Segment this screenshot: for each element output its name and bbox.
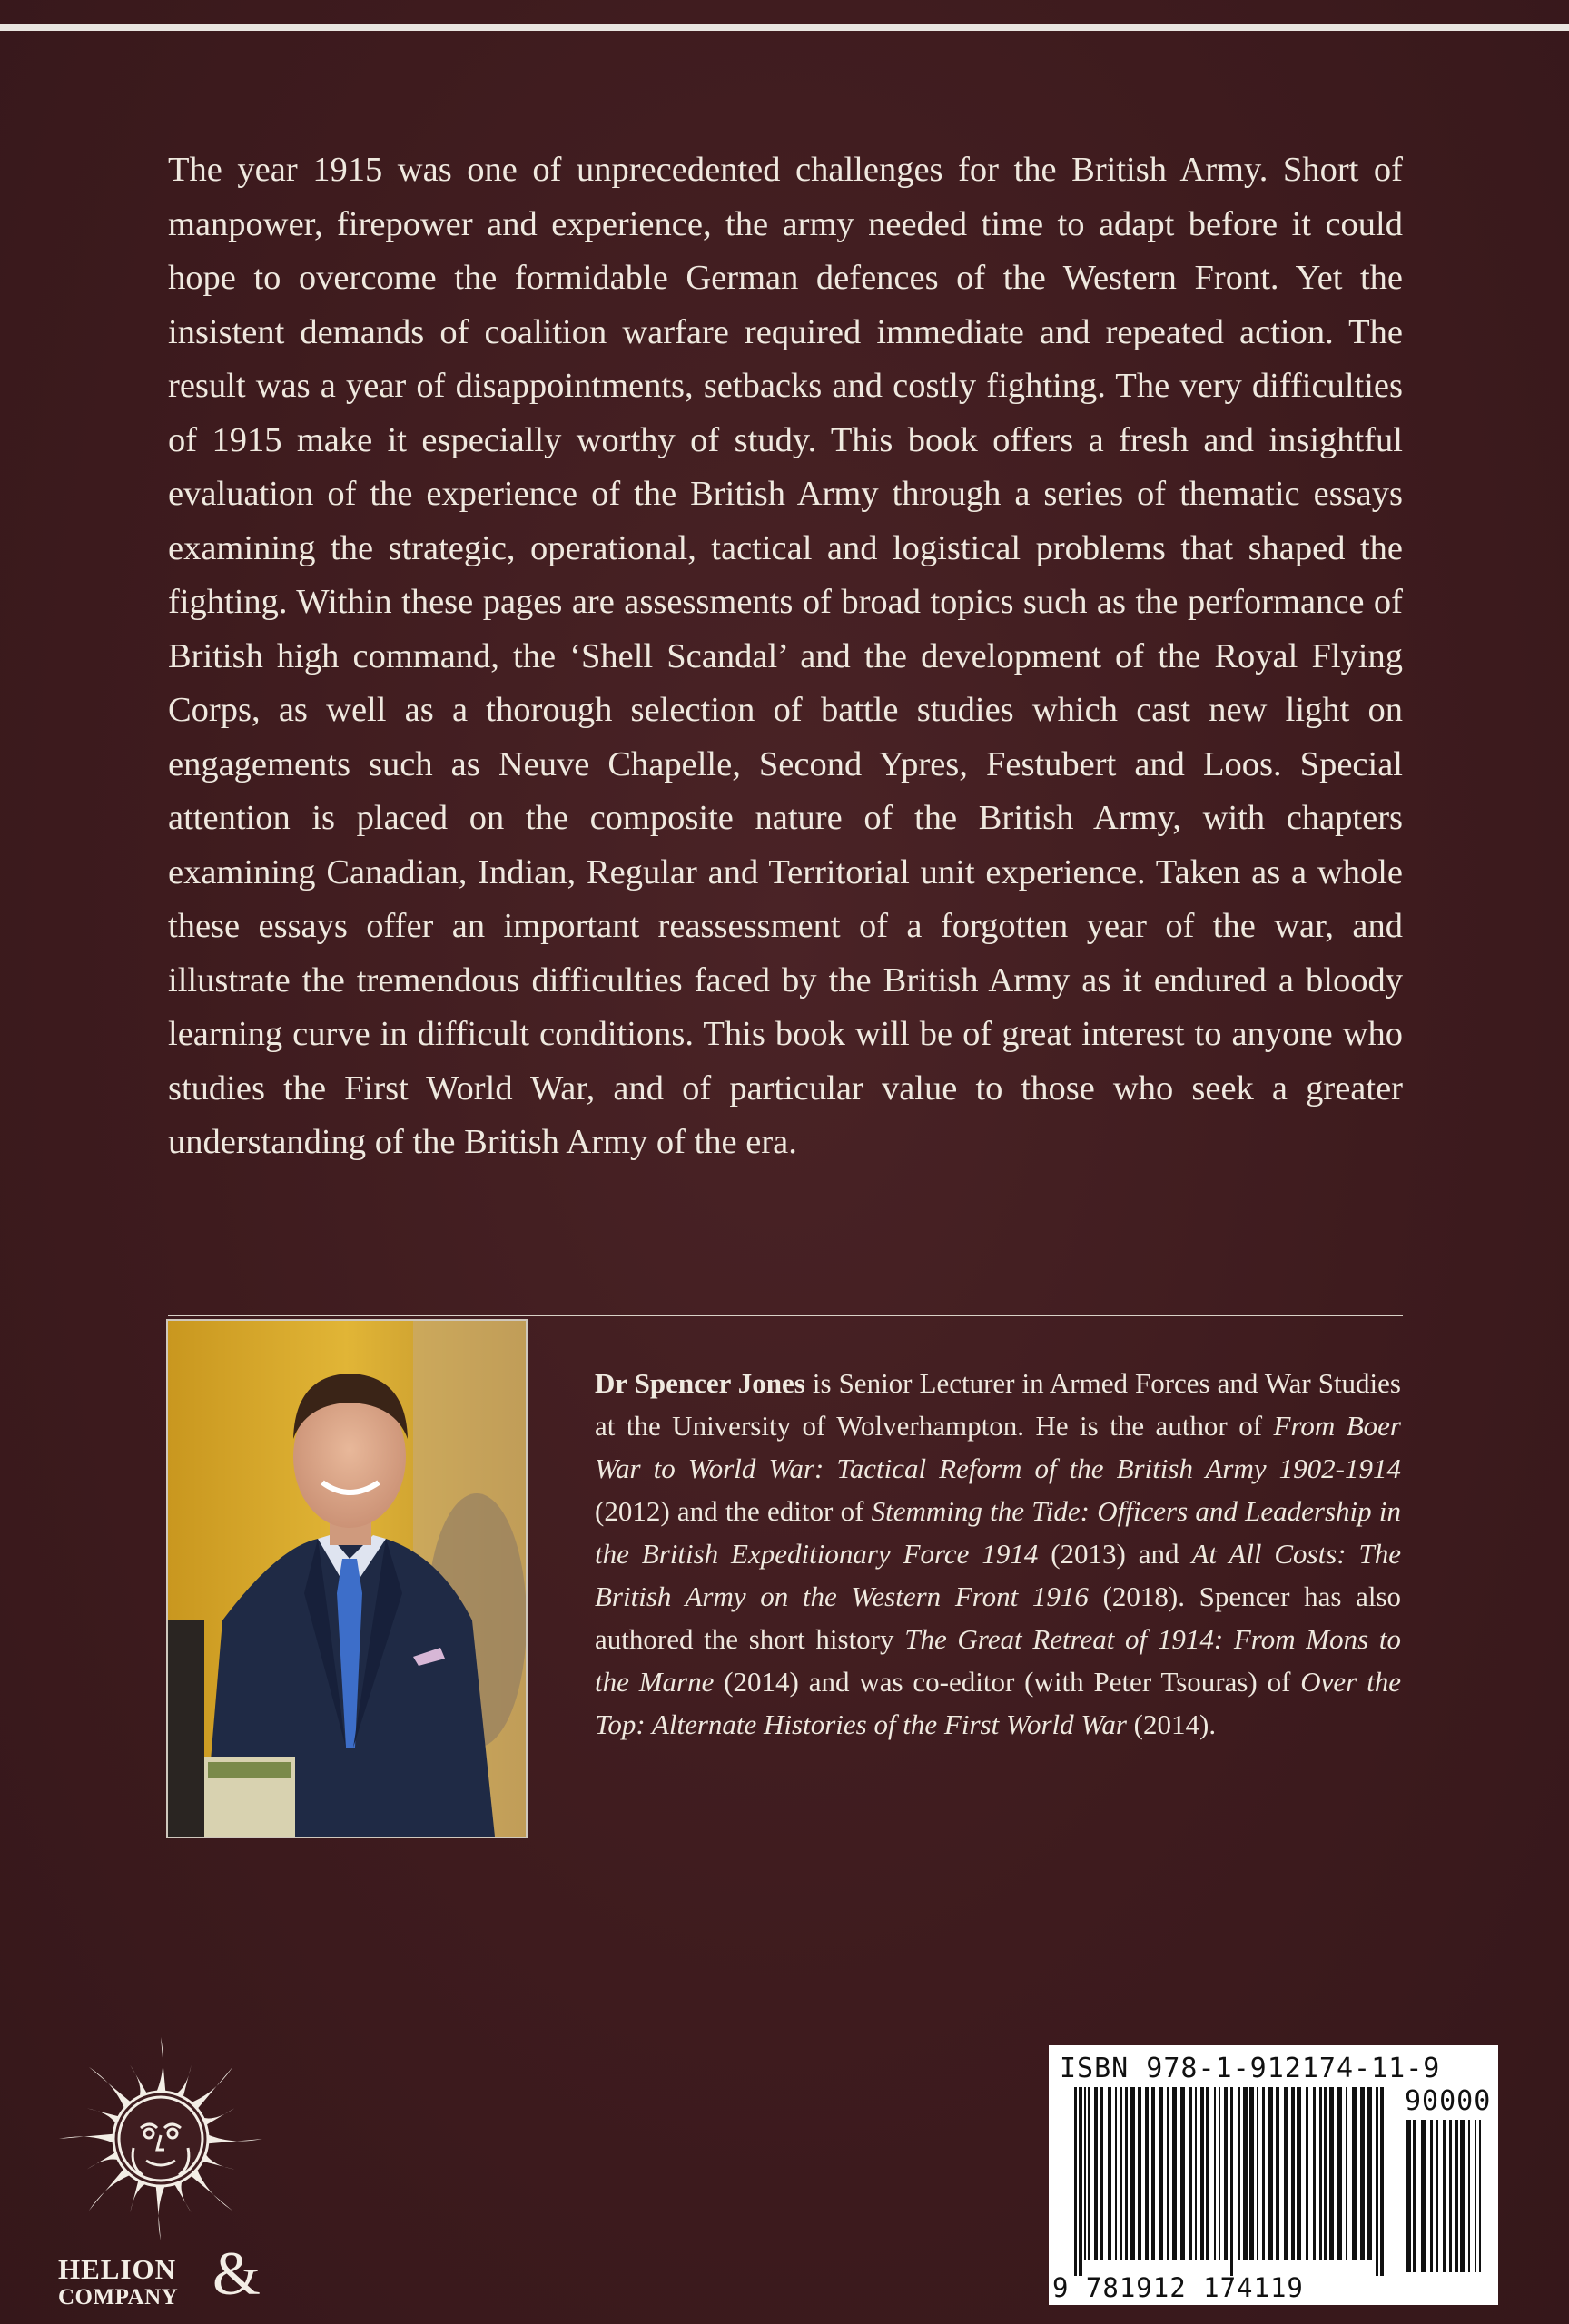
- book-title-4: The Great Retreat of 1914: From Mons to the Marne: [595, 1623, 1401, 1698]
- barcode-bar: [1167, 2087, 1169, 2260]
- barcode-bar: [1443, 2120, 1446, 2272]
- section-divider: [168, 1315, 1403, 1316]
- barcode-bar: [1449, 2120, 1452, 2272]
- author-photo: [166, 1319, 528, 1838]
- barcode-bar: [1324, 2087, 1327, 2260]
- barcode-bar: [1313, 2087, 1316, 2260]
- barcode-bar: [1074, 2087, 1077, 2276]
- barcode-bar: [1115, 2087, 1117, 2260]
- isbn-label: ISBN 978-1-912174-11-9: [1060, 2053, 1441, 2084]
- barcode-bar: [1249, 2087, 1254, 2260]
- barcode-bar: [1284, 2087, 1288, 2260]
- barcode-bar: [1360, 2087, 1365, 2260]
- price-code: 90000: [1405, 2085, 1492, 2117]
- barcode-bar: [1436, 2120, 1438, 2272]
- bio-text-3: (2013) and: [1038, 1538, 1192, 1570]
- barcode-bar: [1413, 2120, 1416, 2272]
- book-title-5: Over the Top: Alternate Histories of the First World War: [595, 1666, 1401, 1740]
- barcode-bar: [1189, 2087, 1192, 2260]
- barcode-bar: [1479, 2120, 1481, 2272]
- barcode-bar: [1421, 2120, 1426, 2272]
- publisher-name: [58, 2255, 178, 2309]
- barcode-bar: [1475, 2120, 1476, 2272]
- barcode-bar: [1159, 2087, 1163, 2260]
- barcode-bar: [1262, 2087, 1265, 2260]
- sun-ray: [59, 2134, 115, 2144]
- sun-ray: [89, 2067, 133, 2111]
- barcode-bar: [1306, 2087, 1308, 2260]
- bio-text-1: is Senior Lecturer in Armed Forces and War Studies at the University of Wolverhampton. He is the author of: [595, 1367, 1401, 1442]
- barcode-bar: [1319, 2087, 1322, 2260]
- publisher-line-2: COMPANY: [58, 2285, 179, 2309]
- author-name: Dr Spencer Jones: [595, 1367, 805, 1399]
- barcode-bar: [1468, 2120, 1470, 2272]
- barcode-bar: [1108, 2087, 1111, 2260]
- barcode-bar: [1138, 2087, 1141, 2260]
- sun-ray: [206, 2134, 262, 2144]
- bio-text-5: (2014) and was co-editor (with Peter Tsouras) of: [714, 1666, 1301, 1698]
- barcode-bar: [1430, 2120, 1433, 2272]
- barcode-bar: [1329, 2087, 1334, 2260]
- barcode-bar: [1276, 2087, 1279, 2260]
- barcode-bar: [1151, 2087, 1155, 2260]
- bio-text-6: (2014).: [1126, 1709, 1217, 1740]
- barcode-bar: [1337, 2087, 1342, 2260]
- barcode-bar: [1094, 2087, 1098, 2260]
- barcode-bar: [1243, 2087, 1248, 2260]
- barcode-bar: [1180, 2087, 1185, 2260]
- barcode-bar: [1238, 2087, 1240, 2260]
- ean-digits: 9 781912 174119: [1052, 2272, 1304, 2303]
- ean-barcode-bars: [1072, 2087, 1386, 2276]
- barcode-bar: [1214, 2087, 1216, 2260]
- barcode-bar: [1084, 2087, 1086, 2260]
- sun-ray: [156, 2037, 166, 2093]
- barcode-bar: [1291, 2087, 1295, 2260]
- publisher-ampersand: &: [212, 2239, 261, 2308]
- isbn-barcode: [1049, 2045, 1498, 2305]
- publisher-line-1: HELION: [58, 2253, 177, 2285]
- barcode-bar: [1460, 2120, 1465, 2272]
- barcode-bar: [1100, 2087, 1103, 2260]
- sun-ray: [189, 2067, 232, 2111]
- book-title-2: Stemming the Tide: Officers and Leadership in the British Expeditionary Force 1914: [595, 1495, 1401, 1570]
- book-title-1: From Boer War to World War: Tactical Reform of the British Army 1902-1914: [595, 1410, 1401, 1484]
- barcode-bar: [1297, 2087, 1301, 2260]
- barcode-bar: [1346, 2087, 1347, 2260]
- barcode-bar: [1224, 2087, 1228, 2260]
- barcode-bar: [1367, 2087, 1372, 2260]
- bio-text-4: (2018). Spencer has also authored the short history: [595, 1581, 1402, 1655]
- sun-ray: [156, 2184, 166, 2240]
- barcode-bar: [1376, 2087, 1378, 2276]
- sun-ray: [189, 2167, 232, 2211]
- addon-barcode-bars: [1405, 2120, 1488, 2274]
- barcode-bar: [1125, 2087, 1128, 2260]
- top-rule: [0, 24, 1569, 31]
- barcode-bar: [1455, 2120, 1458, 2272]
- author-portrait-image: [168, 1321, 526, 1837]
- bio-text-2: (2012) and the editor of: [595, 1495, 872, 1527]
- barcode-bar: [1079, 2087, 1082, 2276]
- barcode-bar: [1380, 2087, 1384, 2276]
- back-cover-blurb: The year 1915 was one of unprecedented challenges for the British Army. Short of manpower, firepower and experience, the army needed time to adapt before it could hope to overcome the formidable German defences of the Western Front. Yet the insistent demands of coalition warfare required immediate and repeated action. The result was a year of disappointments, setbacks and costly fighting. The very difficulties of 1915 make it especially worthy of study. This book offers a fresh and insightful evaluation of the experience of the British Army through a series of thematic essays examining the strategic, operational, tactical and logistical problems that shaped the fighting. Within these pages are assessments of broad topics such as the performance of British high command, the ‘Shell Scandal’ and the development of the Royal Flying Corps, as well as a thorough selection of battle studies which cast new light on engagements such as Neuve Chapelle, Second Ypres, Festubert and Loos. Special attention is placed on the composite nature of the British Army, with chapters examining Canadian, Indian, Regular and Territorial unit experience. Taken as a whole these essays offer an important reassessment of a forgotten year of the war, and illustrate the tremendous difficulties faced by the British Army as it endured a bloody learning curve in difficult conditions. This book will be of great interest to anyone who studies the First World War, and of particular value to those who seek a greater understanding of the British Army of the era.: [168, 151, 1403, 1161]
- barcode-bar: [1268, 2087, 1273, 2260]
- sun-emblem-icon: [54, 2032, 272, 2250]
- barcode-bar: [1200, 2087, 1204, 2260]
- barcode-bar: [1172, 2087, 1177, 2260]
- barcode-bar: [1130, 2087, 1135, 2260]
- barcode-bar: [1120, 2087, 1122, 2260]
- barcode-bar: [1257, 2087, 1258, 2260]
- barcode-bar: [1088, 2087, 1090, 2260]
- barcode-bar: [1206, 2087, 1209, 2260]
- sun-ray: [89, 2167, 133, 2211]
- book-title-3: At All Costs: The British Army on the Western Front 1916: [595, 1538, 1401, 1612]
- barcode-bar: [1230, 2087, 1233, 2276]
- barcode-bar: [1219, 2087, 1220, 2260]
- barcode-bar: [1406, 2120, 1411, 2272]
- barcode-bar: [1145, 2087, 1149, 2260]
- author-bio: [595, 1362, 1401, 1746]
- barcode-bar: [1195, 2087, 1197, 2260]
- barcode-bar: [1352, 2087, 1357, 2260]
